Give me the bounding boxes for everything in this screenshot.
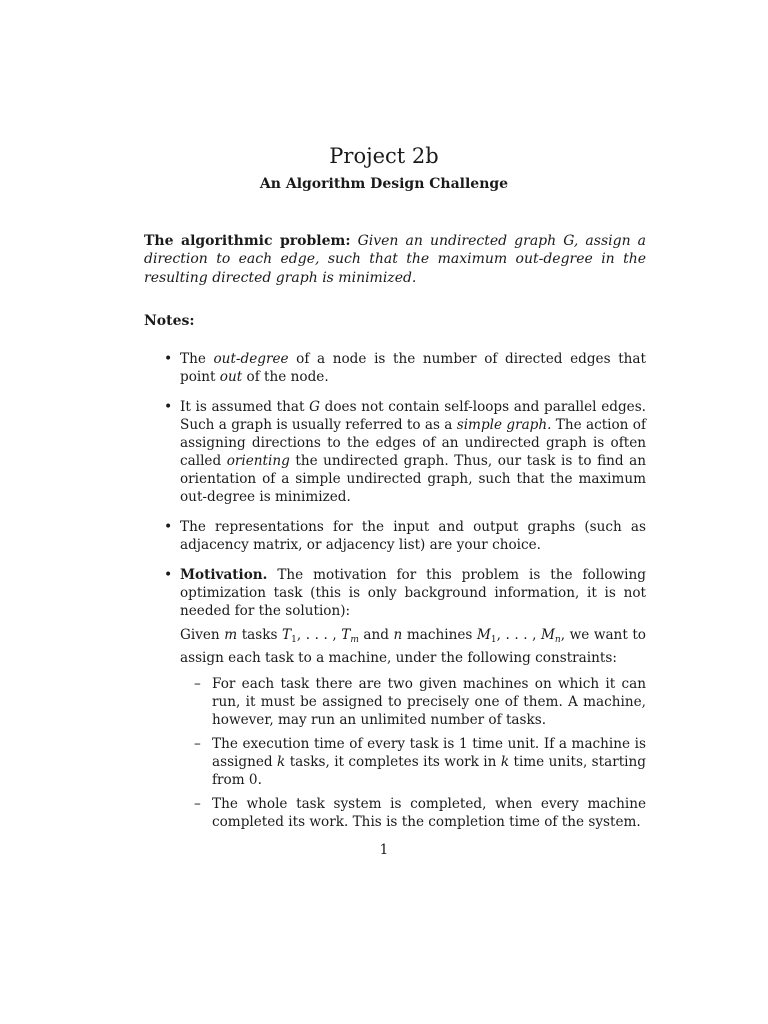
note-out-degree <box>180 350 646 386</box>
text: and <box>358 627 394 643</box>
note-simple-graph <box>180 398 646 506</box>
notes-list <box>180 350 646 843</box>
page-title: Project 2b <box>329 144 439 168</box>
text: Given <box>180 627 225 643</box>
constraint-completion: – The whole task system is completed, when every machine completed its work. This is the completion time of the system. <box>212 795 646 831</box>
math-symbol: k <box>277 754 286 770</box>
motivation-paragraph <box>180 566 646 620</box>
subscript: 1 <box>490 635 497 645</box>
problem-statement <box>144 232 646 287</box>
text: tasks, it completes its work in <box>285 754 501 770</box>
subscript: n <box>554 635 561 645</box>
emphasis: out-degree <box>213 351 289 367</box>
subscript: m <box>350 635 359 645</box>
text: It is assumed that <box>180 399 310 415</box>
math-symbol: M <box>476 627 491 643</box>
math-symbol: M <box>540 627 555 643</box>
constraint-execution-time <box>212 735 646 789</box>
text: of the node. <box>242 369 329 385</box>
math-symbol: T <box>282 627 292 643</box>
text: The execution time of every task is 1 time unit. If a machine is assigned <box>212 736 646 770</box>
constraints-list <box>212 675 646 831</box>
emphasis: simple graph. <box>456 417 552 433</box>
math-symbol: n <box>393 627 403 643</box>
text: machines <box>402 627 477 643</box>
subscript: 1 <box>291 635 297 645</box>
text: , . . . , <box>296 627 342 643</box>
text: tasks <box>237 627 283 643</box>
page-number: 1 <box>379 842 389 858</box>
problem-label: The algorithmic problem: <box>144 233 351 249</box>
page-subtitle: An Algorithm Design Challenge <box>259 176 509 192</box>
text: the undirected graph. Thus, our task is to find an orientation of a simple undirected graph, such that the maximum out-degree is minimized. <box>180 453 646 505</box>
text: does not contain self-loops and parallel edges. Such a graph is usually referred to as a <box>180 399 646 433</box>
math-symbol: G <box>309 399 320 415</box>
text: of a node is the number of directed edges that point <box>180 351 646 385</box>
motivation-label: Motivation. <box>180 567 268 583</box>
emphasis: out <box>219 369 243 385</box>
note-representations: • The representations for the input and output graphs (such as adjacency matrix, or adjacency list) are your choice. <box>180 518 646 554</box>
math-symbol: m <box>224 627 238 643</box>
math-symbol: T <box>341 627 351 643</box>
notes-heading: Notes: <box>144 313 195 329</box>
text: The motivation for this problem is the following optimization task (this is only background information, it is not needed for the solution): <box>180 567 646 619</box>
text: , we want to assign each task to a machine, under the following constraints: <box>180 627 646 666</box>
motivation-tasks-paragraph <box>180 626 646 667</box>
text: The <box>180 351 214 367</box>
text: , . . . , <box>496 627 541 643</box>
constraint-two-machines: – For each task there are two given machines on which it can run, it must be assigned to precisely one of them. A machine, however, may run an unlimited number of tasks. <box>212 675 646 729</box>
text: The action of assigning directions to the edges of an undirected graph is often called <box>180 417 646 469</box>
math-symbol: k <box>500 754 510 770</box>
problem-text: Given an undirected graph G, assign a direction to each edge, such that the maximum out-degree in the resulting directed graph is minimized. <box>144 233 647 286</box>
note-motivation <box>180 566 646 831</box>
text: time units, starting from 0. <box>212 754 646 788</box>
emphasis: orienting <box>226 453 290 469</box>
